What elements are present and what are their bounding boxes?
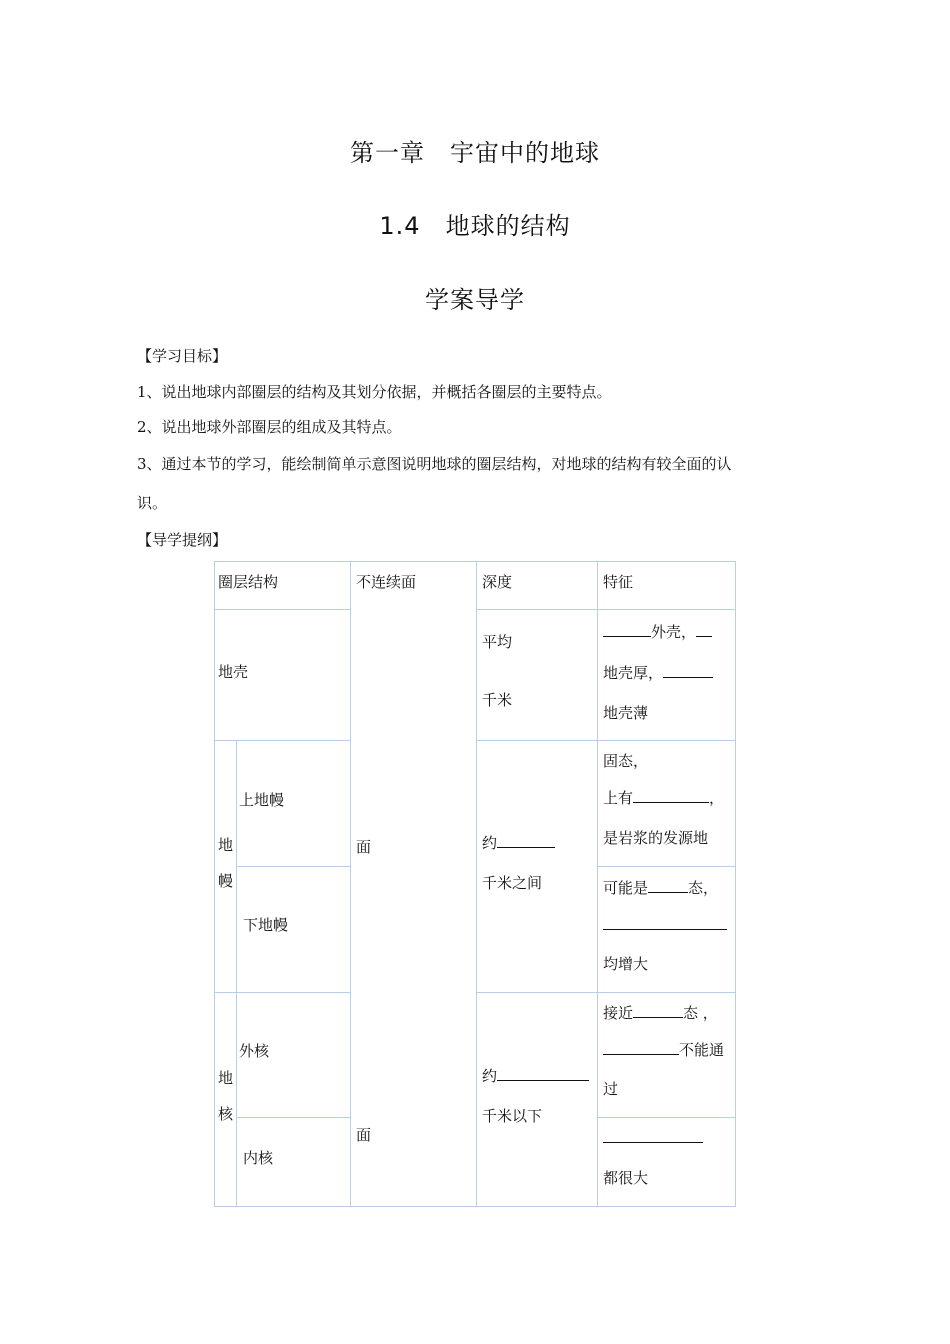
- objective-item-3: 3、通过本节的学习，能绘制简单示意图说明地球的圈层结构，对地球的结构有较全面的认: [137, 455, 732, 473]
- table-rule: [214, 561, 215, 1207]
- table-rule: [236, 1117, 350, 1118]
- gutenberg-boundary: 面: [356, 1126, 372, 1144]
- lower-mantle-feature-1: 可能是 态，: [603, 876, 718, 898]
- outline-heading: 【导学提纲】: [137, 531, 228, 549]
- table-rule: [214, 561, 736, 562]
- table-rule: [476, 609, 736, 610]
- table-rule: [735, 561, 736, 1207]
- outer-core-feature-1: 接近 态 ，: [603, 1001, 718, 1023]
- upper-mantle-label: 上地幔: [239, 791, 285, 809]
- crust-label: 地壳: [218, 663, 249, 681]
- table-rule: [476, 561, 477, 1207]
- table-rule: [236, 866, 350, 867]
- upper-mantle-feature-3: 是岩浆的发源地: [603, 829, 709, 847]
- table-rule: [476, 740, 736, 741]
- table-rule: [214, 609, 350, 610]
- objective-item-3-continued: 识。: [137, 494, 168, 512]
- mantle-depth-2: 千米之间: [482, 874, 543, 892]
- objective-item-1: 1、说出地球内部圈层的结构及其划分依据，并概括各圈层的主要特点。: [137, 383, 612, 401]
- upper-mantle-feature-2: 上有 ，: [603, 786, 724, 808]
- crust-feature-1: 外壳，: [603, 620, 712, 642]
- table-rule: [214, 1206, 736, 1207]
- core-depth-2: 千米以下: [482, 1107, 543, 1125]
- table-rule: [350, 561, 351, 1207]
- mantle-label-2: 幔: [218, 872, 234, 890]
- table-rule: [597, 866, 736, 867]
- inner-core-feature-1: [603, 1126, 703, 1147]
- moho-boundary: 面: [356, 838, 372, 856]
- header-depth: 深度: [482, 573, 513, 591]
- core-label-2: 核: [218, 1105, 234, 1123]
- outer-core-label: 外核: [239, 1042, 270, 1060]
- crust-depth-2: 千米: [482, 691, 513, 709]
- mantle-label-1: 地: [218, 836, 234, 854]
- lower-mantle-label: 下地幔: [243, 916, 289, 934]
- table-rule: [214, 992, 350, 993]
- header-discontinuity: 不连续面: [356, 573, 417, 591]
- table-rule: [236, 740, 237, 1207]
- table-rule: [597, 1117, 736, 1118]
- section-title: 1.4 地球的结构: [379, 212, 571, 240]
- core-depth-1: 约: [482, 1064, 589, 1086]
- lower-mantle-feature-3: 均增大: [603, 955, 649, 973]
- lower-mantle-feature-2: [603, 913, 727, 934]
- crust-feature-3: 地壳薄: [603, 704, 649, 722]
- crust-feature-2: 地壳厚，: [603, 661, 713, 683]
- chapter-title: 第一章 宇宙中的地球: [350, 139, 600, 167]
- header-feature: 特征: [603, 573, 634, 591]
- objective-item-2: 2、说出地球外部圈层的组成及其特点。: [137, 418, 402, 436]
- crust-depth-1: 平均: [482, 633, 513, 651]
- core-label-1: 地: [218, 1069, 234, 1087]
- inner-core-label: 内核: [243, 1149, 274, 1167]
- objectives-heading: 【学习目标】: [137, 347, 228, 365]
- table-rule: [597, 561, 598, 1207]
- table-rule: [476, 992, 736, 993]
- outer-core-feature-3: 过: [603, 1080, 619, 1098]
- header-layer: 圈层结构: [218, 573, 279, 591]
- subtitle: 学案导学: [425, 286, 525, 314]
- table-rule: [214, 740, 350, 741]
- upper-mantle-feature-1: 固态，: [603, 752, 649, 770]
- inner-core-feature-2: 都很大: [603, 1169, 649, 1187]
- mantle-depth-1: 约: [482, 831, 555, 853]
- outer-core-feature-2: 不能通: [603, 1038, 724, 1060]
